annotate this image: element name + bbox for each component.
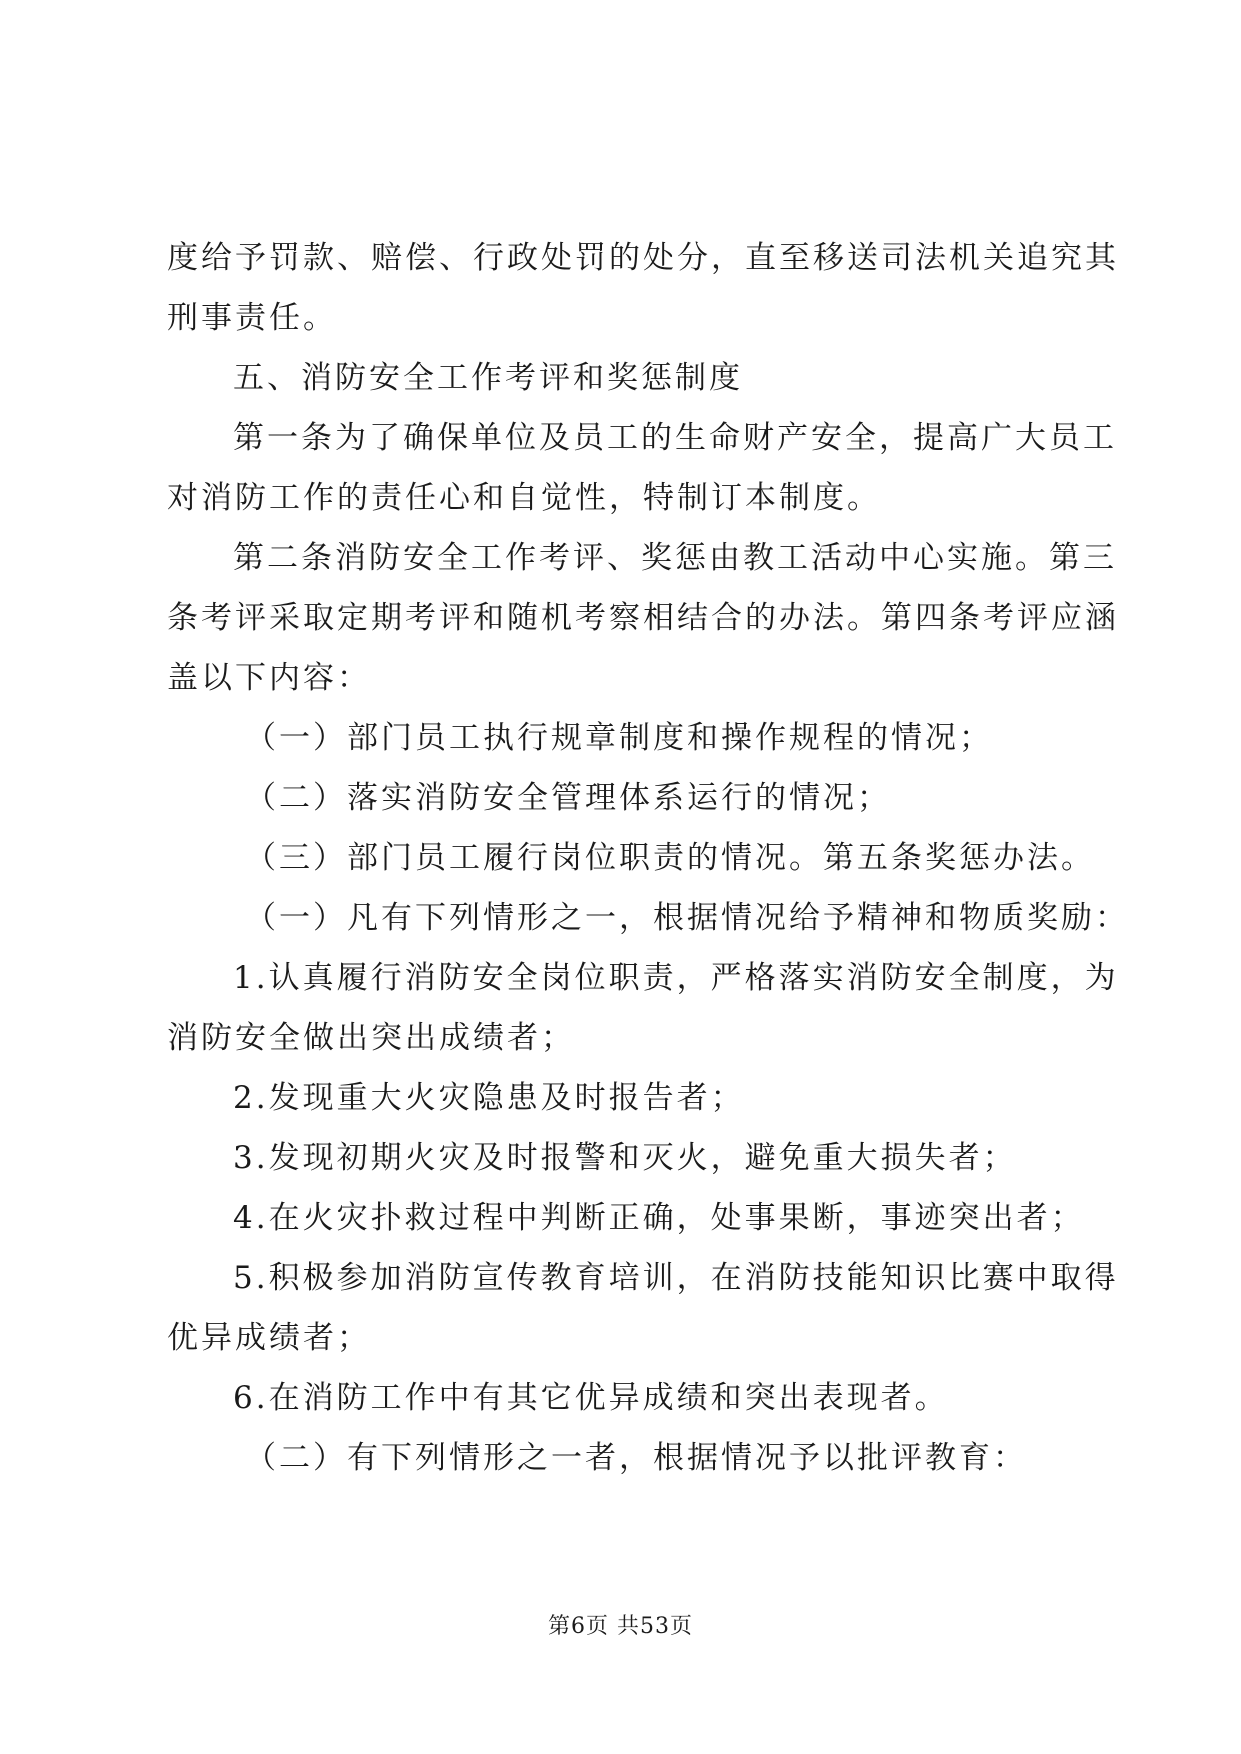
section-heading: 五、消防安全工作考评和奖惩制度 [233, 360, 743, 396]
list-item: 5.积极参加消防宣传教育培训，在消防技能知识比赛中取得 [233, 1260, 1119, 1296]
paragraph-line: 条考评采取定期考评和随机考察相结合的办法。第四条考评应涵 [167, 600, 1119, 636]
paragraph-line: 度给予罚款、赔偿、行政处罚的处分，直至移送司法机关追究其 [167, 240, 1119, 276]
paragraph-line: 刑事责任。 [167, 300, 337, 336]
page-number-footer: 第6页 共53页 [548, 1614, 693, 1639]
list-item: （三）部门员工履行岗位职责的情况。第五条奖惩办法。 [245, 840, 1095, 876]
document-body [167, 228, 1129, 1488]
list-item: 1.认真履行消防安全岗位职责，严格落实消防安全制度，为 [233, 960, 1119, 996]
list-item: 6.在消防工作中有其它优异成绩和突出表现者。 [233, 1380, 949, 1416]
list-item: （二）有下列情形之一者，根据情况予以批评教育： [245, 1440, 1027, 1476]
list-item: 3.发现初期火灾及时报警和灭火，避免重大损失者； [233, 1140, 1017, 1176]
paragraph-line: 优异成绩者； [167, 1320, 371, 1356]
paragraph-line: 第一条为了确保单位及员工的生命财产安全，提高广大员工 [233, 420, 1117, 456]
list-item: （一）部门员工执行规章制度和操作规程的情况； [245, 720, 993, 756]
list-item: （二）落实消防安全管理体系运行的情况； [245, 780, 891, 816]
paragraph-line: 盖以下内容： [167, 660, 371, 696]
paragraph-line: 对消防工作的责任心和自觉性，特制订本制度。 [167, 480, 881, 516]
list-item: 4.在火灾扑救过程中判断正确，处事果断，事迹突出者； [233, 1200, 1085, 1236]
paragraph-line: 消防安全做出突出成绩者； [167, 1020, 575, 1056]
list-item: （一）凡有下列情形之一，根据情况给予精神和物质奖励： [245, 900, 1129, 936]
paragraph-line: 第二条消防安全工作考评、奖惩由教工活动中心实施。第三 [233, 540, 1117, 576]
list-item: 2.发现重大火灾隐患及时报告者； [233, 1080, 745, 1116]
